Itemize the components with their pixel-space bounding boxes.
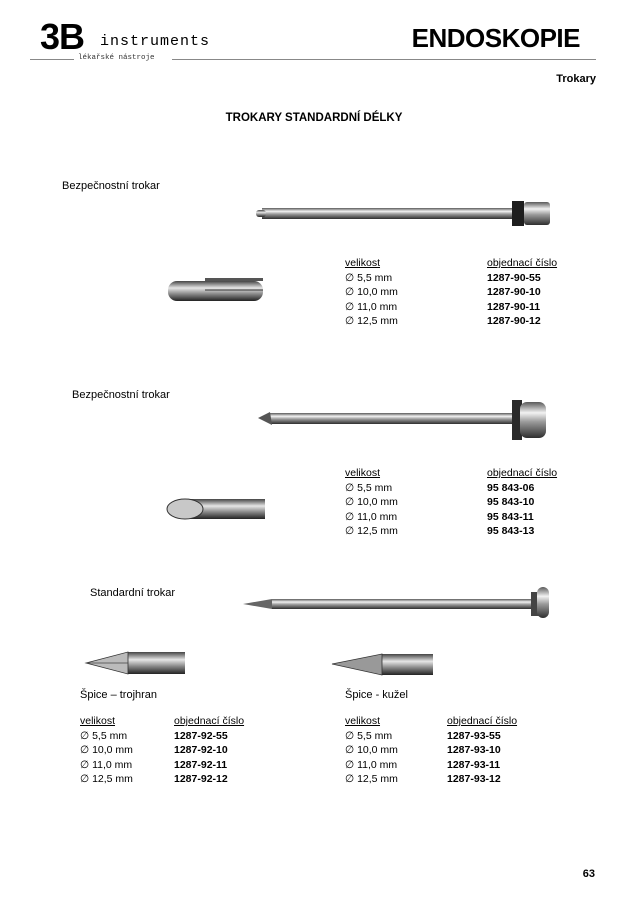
table-row: ∅ 12,5 mm 95 843-13 bbox=[345, 525, 535, 537]
table-row: ∅ 10,0 mm 95 843-10 bbox=[345, 496, 535, 508]
column-header-size: velikost bbox=[345, 715, 381, 727]
safety-trocar-1-tip-drawing bbox=[168, 278, 263, 301]
product-label: Standardní trokar bbox=[90, 587, 175, 599]
column-header-code: objednací číslo bbox=[174, 715, 245, 727]
order-table bbox=[80, 714, 244, 787]
tip-triangular-drawing bbox=[86, 652, 185, 674]
order-table bbox=[345, 714, 517, 787]
tip-conical-drawing bbox=[332, 654, 433, 675]
column-header-code: objednací číslo bbox=[487, 467, 558, 479]
table-row: ∅ 5,5 mm 1287-92-55 bbox=[80, 729, 228, 742]
tip-label: Špice – trojhran bbox=[80, 689, 158, 701]
table-row: ∅ 12,5 mm 1287-92-12 bbox=[80, 773, 228, 785]
table-row: ∅ 10,0 mm 1287-93-10 bbox=[345, 744, 501, 756]
order-table bbox=[345, 466, 557, 539]
brand-tagline: lékařské nástroje bbox=[78, 54, 155, 62]
table-row: ∅ 11,0 mm 95 843-11 bbox=[345, 510, 534, 523]
table-row: ∅ 10,0 mm 1287-92-10 bbox=[80, 744, 228, 756]
table-row: ∅ 10,0 mm 1287-90-10 bbox=[345, 286, 541, 298]
order-table bbox=[345, 256, 557, 329]
table-row: ∅ 5,5 mm 95 843-06 bbox=[345, 481, 535, 494]
brand-logo-word: instruments bbox=[100, 33, 211, 50]
catalog-heading: TROKARY STANDARDNÍ DÉLKY bbox=[225, 112, 403, 124]
product-label: Bezpečnostní trokar bbox=[72, 389, 170, 401]
brand-logo-mark: 3B bbox=[40, 16, 85, 57]
column-header-code: objednací číslo bbox=[487, 257, 558, 269]
tip-label: Špice - kužel bbox=[345, 689, 408, 701]
table-row: ∅ 12,5 mm 1287-93-12 bbox=[345, 773, 501, 785]
safety-trocar-2-tip-drawing bbox=[167, 499, 265, 519]
table-row: ∅ 11,0 mm 1287-90-11 bbox=[345, 300, 541, 313]
table-row: ∅ 11,0 mm 1287-93-11 bbox=[345, 758, 501, 771]
table-row: ∅ 12,5 mm 1287-90-12 bbox=[345, 315, 541, 327]
column-header-code: objednací číslo bbox=[447, 715, 518, 727]
product-label: Bezpečnostní trokar bbox=[62, 180, 160, 192]
column-header-size: velikost bbox=[345, 257, 381, 269]
column-header-size: velikost bbox=[345, 467, 381, 479]
safety-trocar-1-drawing bbox=[256, 201, 550, 226]
page-number: 63 bbox=[582, 868, 595, 880]
page-title: ENDOSKOPIE bbox=[411, 23, 580, 53]
section-label: Trokary bbox=[556, 73, 596, 85]
standard-trocar-drawing bbox=[243, 587, 549, 618]
table-row: ∅ 5,5 mm 1287-93-55 bbox=[345, 729, 501, 742]
column-header-size: velikost bbox=[80, 715, 116, 727]
table-row: ∅ 11,0 mm 1287-92-11 bbox=[80, 758, 228, 771]
table-row: ∅ 5,5 mm 1287-90-55 bbox=[345, 271, 541, 284]
safety-trocar-2-drawing bbox=[258, 400, 546, 440]
